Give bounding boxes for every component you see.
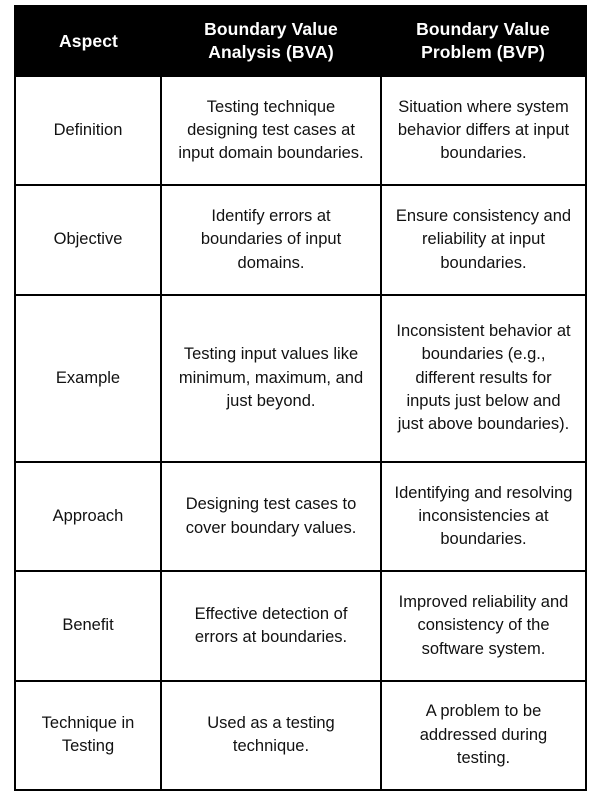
cell-bva: Used as a testing technique. (161, 681, 381, 790)
cell-bvp: Improved reliability and consistency of the software system. (381, 571, 586, 680)
table-row (15, 681, 586, 790)
comparison-table-container (14, 5, 585, 791)
cell-bvp: Inconsistent behavior at boundaries (e.g., different results for inputs just below and just above boundaries). (381, 295, 586, 462)
column-header-bva-line1: Boundary Value (204, 19, 338, 40)
table-row (15, 185, 586, 294)
table-row (15, 571, 586, 680)
column-header-bvp-line2: Problem (BVP) (421, 42, 545, 62)
table-row (15, 76, 586, 185)
table-row (15, 295, 586, 462)
column-header-bva (161, 6, 381, 76)
cell-bva: Designing test cases to cover boundary values. (161, 462, 381, 571)
table-header-row (15, 6, 586, 76)
cell-aspect: Example (15, 295, 161, 462)
table-body (15, 76, 586, 790)
cell-bvp: Identifying and resolving inconsistencies at boundaries. (381, 462, 586, 571)
table-row (15, 462, 586, 571)
column-header-aspect: Aspect (15, 6, 161, 76)
cell-bva: Testing technique designing test cases at input domain boundaries. (161, 76, 381, 185)
cell-bva: Effective detection of errors at boundaries. (161, 571, 381, 680)
cell-aspect: Objective (15, 185, 161, 294)
cell-aspect: Approach (15, 462, 161, 571)
cell-aspect: Definition (15, 76, 161, 185)
cell-aspect: Benefit (15, 571, 161, 680)
cell-bva: Testing input values like minimum, maximum, and just beyond. (161, 295, 381, 462)
cell-bvp: Ensure consistency and reliability at input boundaries. (381, 185, 586, 294)
cell-bvp: Situation where system behavior differs at input boundaries. (381, 76, 586, 185)
cell-bva: Identify errors at boundaries of input domains. (161, 185, 381, 294)
cell-aspect: Technique in Testing (15, 681, 161, 790)
column-header-bvp-line1: Boundary Value (416, 19, 550, 40)
column-header-bvp (381, 6, 586, 76)
cell-bvp: A problem to be addressed during testing. (381, 681, 586, 790)
column-header-bva-line2: Analysis (BVA) (208, 42, 334, 62)
bva-bvp-comparison-table (14, 5, 587, 791)
table-header (15, 6, 586, 76)
